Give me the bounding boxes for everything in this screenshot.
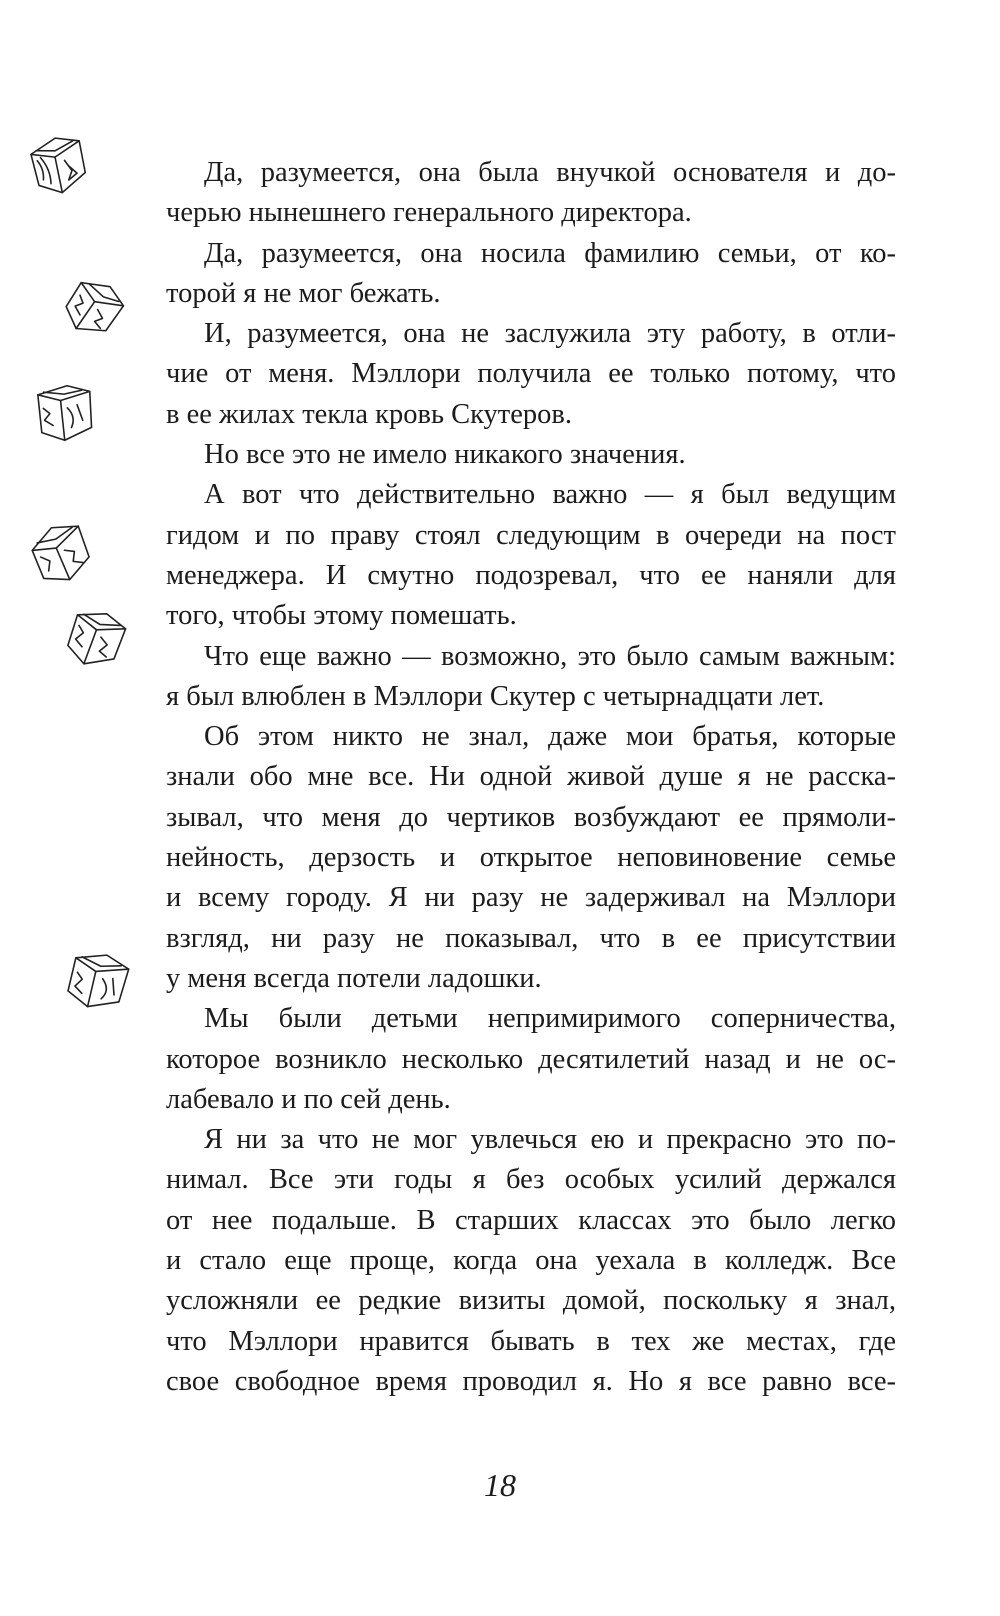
text-line: взгляд, ни разу не показывал, что в ее присутствии bbox=[166, 922, 896, 954]
text-line: И, разумеется, она не заслужила эту работу, в отли- bbox=[204, 318, 896, 350]
text-line: в ее жилах текла кровь Скутеров. bbox=[166, 398, 572, 430]
text-line: что Мэллори нравится бывать в тех же местах, где bbox=[166, 1325, 896, 1357]
text-line: торой я не мог бежать. bbox=[166, 277, 441, 309]
text-line: Мы были детьми непримиримого соперничества, bbox=[204, 1003, 896, 1035]
text-line: знали обо мне все. Ни одной живой душе я не расска- bbox=[166, 761, 896, 793]
text-line: зывал, что меня до чертиков возбуждают ее прямоли- bbox=[166, 801, 896, 833]
text-line: нимал. Все эти годы я без особых усилий держался bbox=[166, 1164, 896, 1196]
page-number: 18 bbox=[484, 1467, 516, 1503]
ice-cube-icon bbox=[56, 940, 139, 1023]
ice-cube-icon bbox=[26, 374, 105, 453]
body-text bbox=[166, 153, 896, 1402]
text-line: чие от меня. Мэллори получила ее только потому, что bbox=[166, 358, 896, 390]
text-line: от нее подальше. В старших классах это было легко bbox=[166, 1204, 896, 1236]
text-line: гидом и по праву стоял следующим в очереди на пост bbox=[166, 519, 896, 551]
text-line: свое свободное время проводил я. Но я все равно все- bbox=[166, 1365, 896, 1397]
text-line: менеджера. И смутно подозревал, что ее наняли для bbox=[166, 559, 896, 591]
text-line: усложняли ее редкие визиты домой, поскольку я знал, bbox=[166, 1285, 896, 1317]
text-line: Об этом никто не знал, даже мои братья, которые bbox=[204, 721, 896, 753]
text-line: черью нынешнего генерального директора. bbox=[166, 197, 692, 229]
text-line: и всему городу. Я ни разу не задерживал на Мэллори bbox=[166, 882, 896, 914]
ice-cube-icon bbox=[13, 505, 111, 603]
text-line: Да, разумеется, она была внучкой основателя и до- bbox=[204, 157, 896, 188]
text-line: и стало еще проще, когда она уехала в колледж. Все bbox=[166, 1245, 896, 1277]
text-line: Что еще важно — возможно, это было самым важным: bbox=[204, 640, 896, 672]
text-line: Я ни за что не мог увлечься ею и прекрасно это по- bbox=[204, 1124, 896, 1156]
text-line: Но все это не имело никакого значения. bbox=[204, 439, 686, 471]
text-line: я был влюблен в Мэллори Скутер с четырнадцати лет. bbox=[166, 680, 825, 712]
ice-cube-icon bbox=[52, 596, 139, 683]
text-line: А вот что действительно важно — я был ведущим bbox=[204, 479, 896, 511]
text-line: нейность, дерзость и открытое неповиновение семье bbox=[166, 842, 896, 874]
text-line: которое возникло несколько десятилетий назад и не ос- bbox=[166, 1043, 896, 1075]
text-line: Да, разумеется, она носила фамилию семьи, от ко- bbox=[204, 237, 896, 269]
text-line: лабевало и по сей день. bbox=[166, 1083, 451, 1115]
text-line: того, чтобы этому помешать. bbox=[166, 600, 517, 632]
ice-cube-icon bbox=[46, 260, 141, 355]
ice-cube-icon bbox=[15, 121, 106, 212]
text-line: у меня всегда потели ладошки. bbox=[166, 962, 542, 994]
